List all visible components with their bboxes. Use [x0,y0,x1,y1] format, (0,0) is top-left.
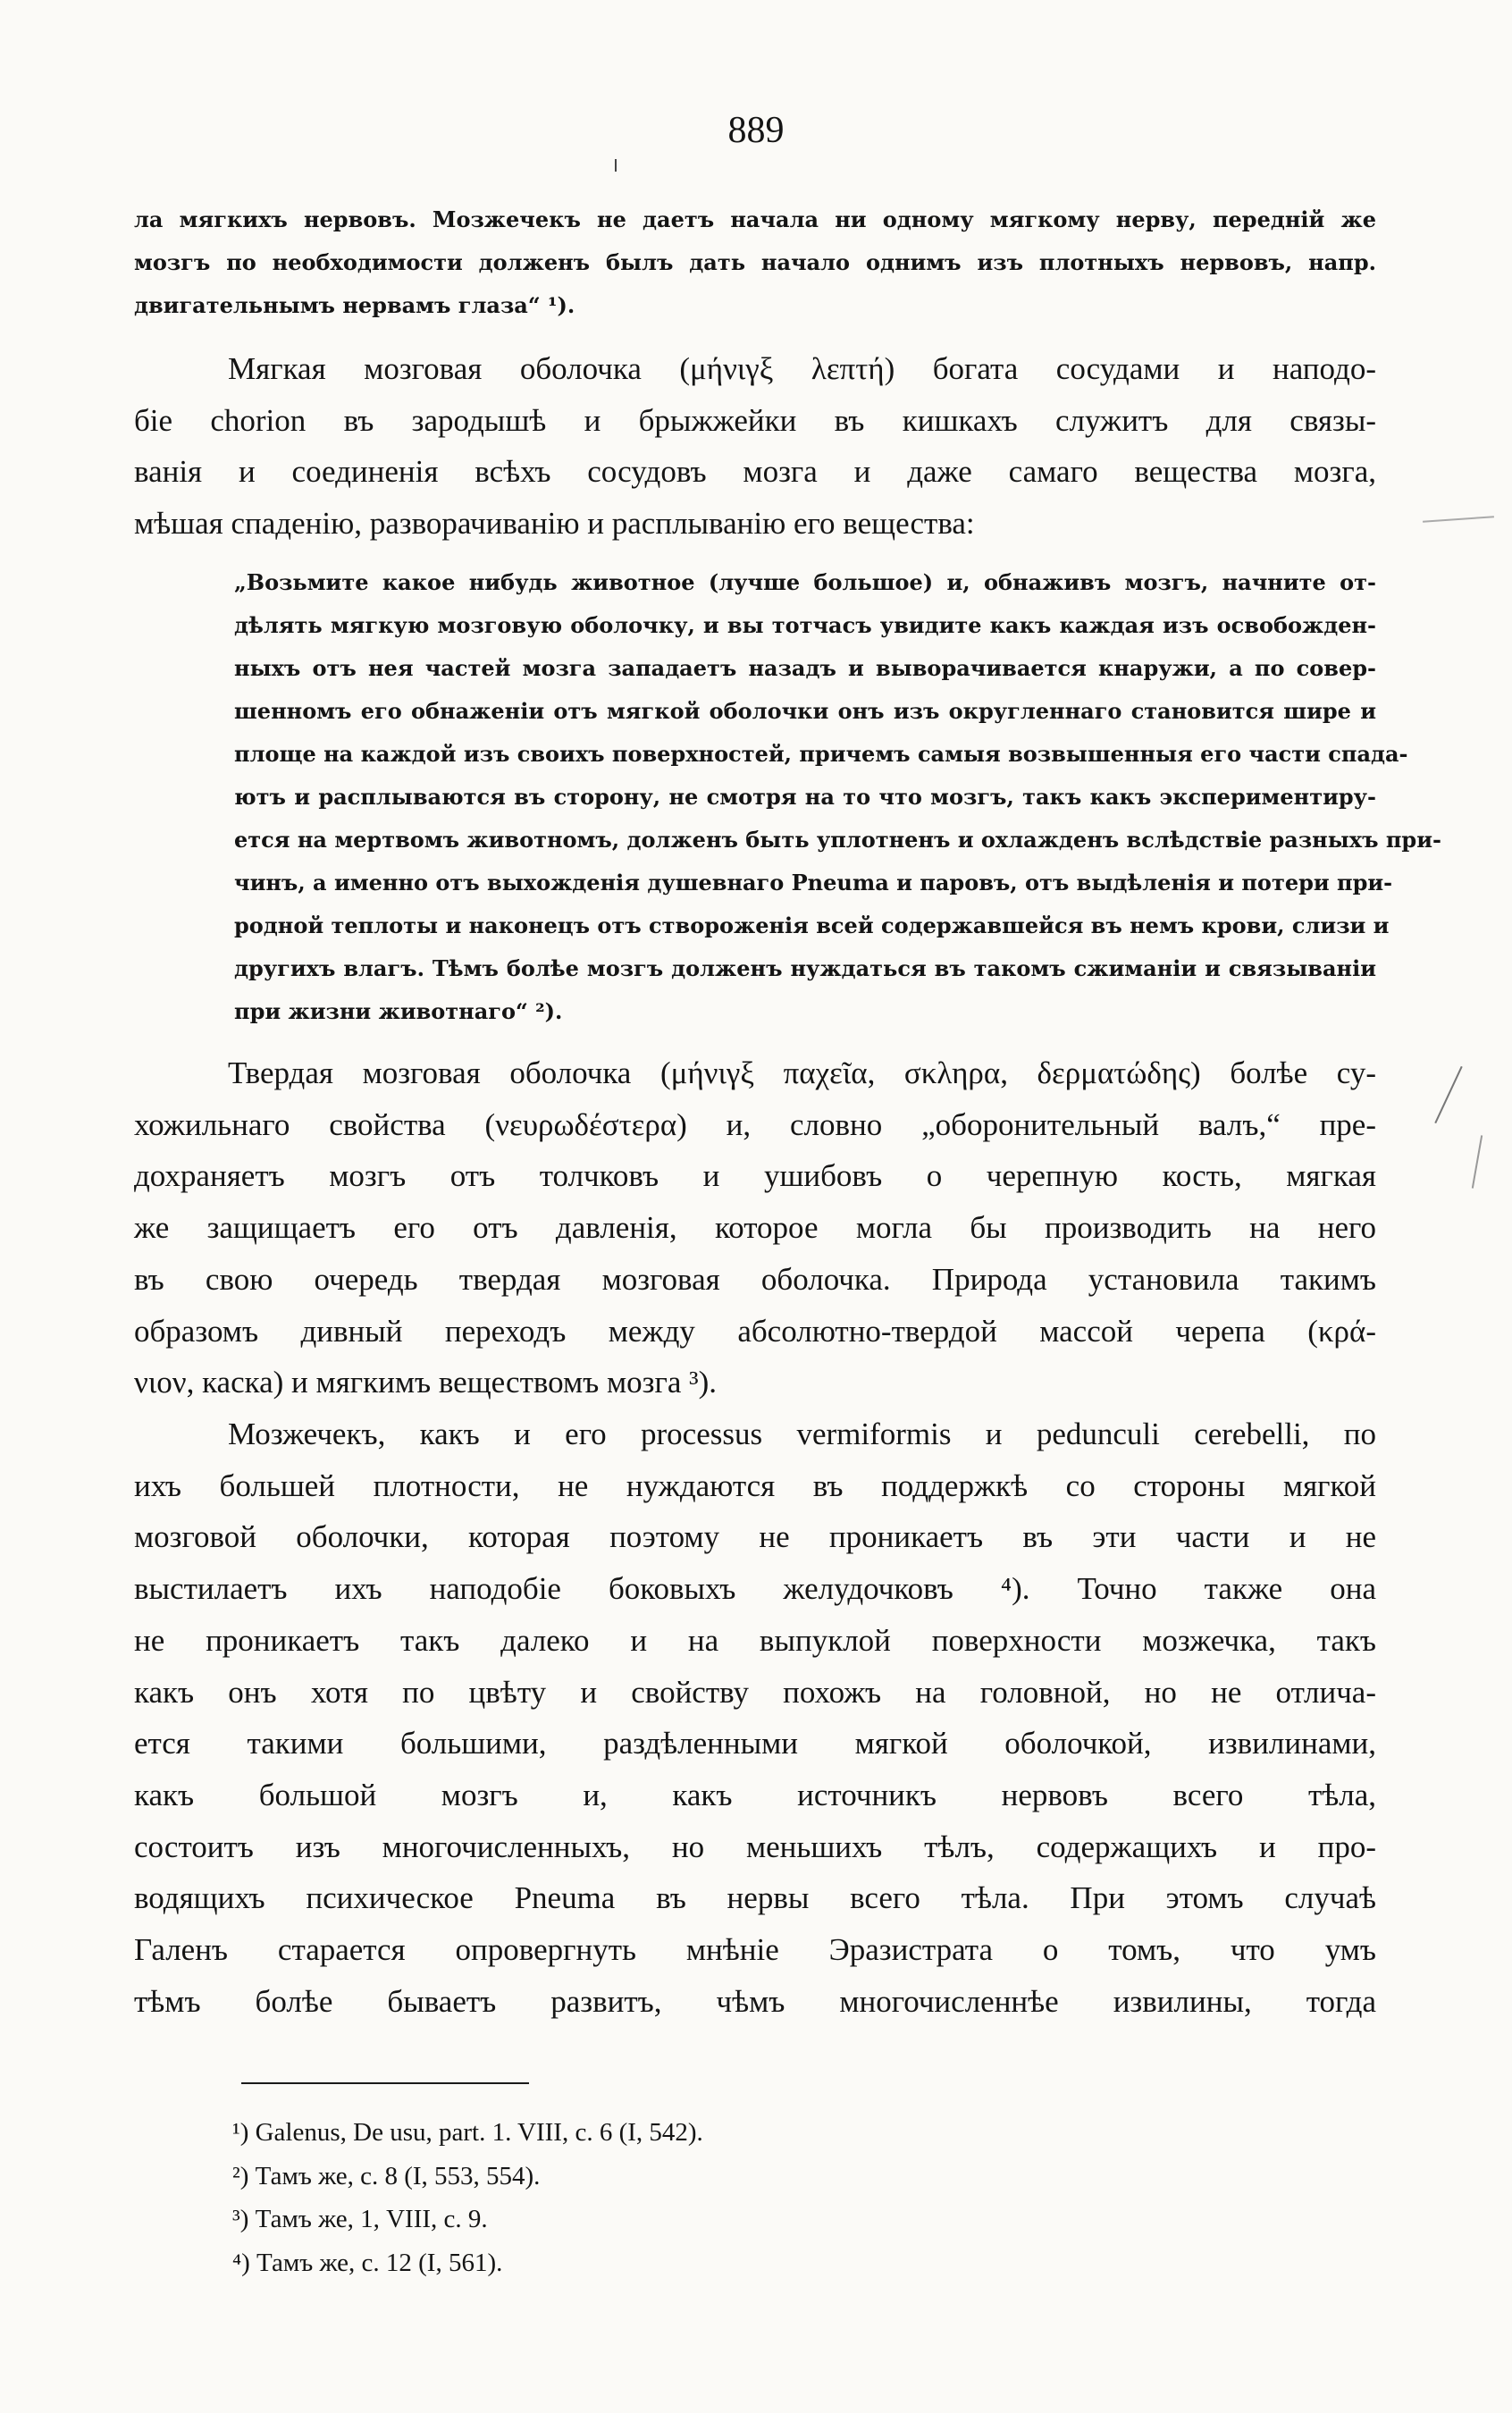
text-line: какъ онъ хотя по цвѣту и свойству похожъ на головной, но не отлича- [134,1674,1376,1710]
quotation [234,561,1441,1033]
page-number: 889 [727,110,785,151]
margin-pencil-mark [1423,516,1494,523]
text-line: ихъ большей плотности, не нуждаются въ поддержкѣ со стороны мягкой [134,1467,1376,1503]
text-line: νιον, каска) и мягкимъ веществомъ мозга ³). [134,1365,718,1400]
footnote: ³) Тамъ же, 1, VIII, с. 9. [232,2205,488,2233]
text-line: при жизни животнаго“ ²). [234,998,563,1024]
text-line: ванія и соединенія всѣхъ сосудовъ мозга и даже самаго вещества мозга, [134,454,1376,490]
text-line: Мозжечекъ, какъ и его processus vermiformis и pedunculi cerebelli, по [228,1417,1376,1451]
text-line: мозговой оболочки, которая поэтому не проникаетъ въ эти части и не [134,1519,1376,1555]
text-line: ныхъ отъ нея частей мозга западаетъ назадъ и выворачивается кнаружи, а по совер- [234,655,1376,681]
text-line: чинъ, а именно отъ выхожденія душевнаго Pneuma и паровъ, отъ выдѣленія и потери при- [234,870,1393,895]
text-line: выстилаетъ ихъ наподобіе боковыхъ желудочковъ ⁴). Точно также она [134,1571,1376,1607]
text-line: двигательнымъ нервамъ глаза“ ¹). [134,292,575,318]
text-line: ла мягкихъ нервовъ. Мозжечекъ не даетъ начала ни одному мягкому нерву, передній же [134,206,1376,232]
text-line: „Возьмите какое нибудь животное (лучше большое) и, обнаживъ мозгъ, начните от- [234,569,1376,595]
printer-mark [615,159,622,172]
margin-pencil-mark [1434,1066,1462,1123]
text-line: ется на мертвомъ животномъ, долженъ быть уплотненъ и охлажденъ вслѣдствіе разныхъ при- [234,827,1441,853]
text-line: состоитъ изъ многочисленныхъ, но меньшихъ тѣлъ, содержащихъ и про- [134,1829,1376,1864]
text-line: дѣлять мягкую мозговую оболочку, и вы тотчасъ увидите какъ каждая изъ освобожден- [234,612,1376,638]
text-line: тѣмъ болѣе бываетъ развитъ, чѣмъ многочисленнѣе извилины, тогда [134,1983,1376,2019]
text-line: ется такими большими, раздѣленными мягкой оболочкой, извилинами, [134,1726,1376,1761]
text-line: площе на каждой изъ своихъ поверхностей, причемъ самыя возвышенныя его части спада- [234,741,1408,767]
footnote: ²) Тамъ же, с. 8 (I, 553, 554). [232,2161,541,2190]
text-line: хожильнаго свойства (νευρωδέστερα) и, словно „оборонительный валъ,“ пре- [134,1106,1376,1142]
text-line: другихъ влагъ. Тѣмъ болѣе мозгъ долженъ нуждаться въ такомъ сжиманіи и связываніи [234,955,1376,981]
text-line: дохраняетъ мозгъ отъ толчковъ и ушибовъ о черепную кость, мягкая [134,1158,1376,1194]
text-line: Галенъ старается опровергнуть мнѣніе Эразистрата о томъ, что умъ [134,1932,1376,1968]
text-line: водящихъ психическое Pneuma въ нервы всего тѣла. При этомъ случаѣ [134,1880,1376,1916]
text-line: образомъ дивный переходъ между абсолютно-твердой массой черепа (κρά- [134,1313,1376,1349]
text-line: какъ большой мозгъ и, какъ источникъ нервовъ всего тѣла, [134,1777,1376,1812]
text-line: мозгъ по необходимости долженъ былъ дать начало однимъ изъ плотныхъ нервовъ, напр. [134,249,1376,275]
text-line: шенномъ его обнаженіи отъ мягкой оболочки онъ изъ округленнаго становится шире и [234,698,1376,724]
text-line: же защищаетъ его отъ давленія, которое могла бы производить на него [134,1210,1376,1246]
text-line: Мягкая мозговая оболочка (μήνιγξ λεπτή) богата сосудами и наподо- [228,351,1376,386]
text-line: ютъ и расплываются въ сторону, не смотря на то что мозгъ, такъ какъ экспериментиру- [234,784,1376,810]
paragraph-dura-mater [134,1047,1376,1408]
text-line: мѣшая спаденію, разворачиванію и расплыванію его вещества: [134,506,975,542]
intro-paragraph [134,198,1376,327]
text-line: не проникаетъ такъ далеко и на выпуклой поверхности мозжечка, такъ [134,1622,1376,1658]
text-line: въ свою очередь твердая мозговая оболочка. Природа установила такимъ [134,1261,1376,1297]
margin-pencil-mark [1472,1135,1483,1188]
paragraph-cerebellum [134,1408,1376,2027]
footnote-separator [241,2082,529,2084]
footnotes [232,2111,1305,2284]
text-line: біе chorion въ зародышѣ и брыжжейки въ кишкахъ служитъ для связы- [134,402,1376,438]
text-line: родной теплоты и наконецъ отъ створоженія всей содержавшейся въ немъ крови, слизи и [234,912,1390,938]
footnote: ¹) Galenus, De usu, part. 1. VIII, c. 6 (I, 542). [232,2118,703,2147]
paragraph-pia-mater [134,343,1376,550]
footnote: ⁴) Тамъ же, с. 12 (I, 561). [232,2248,503,2277]
text-line: Твердая мозговая оболочка (μήνιγξ παχεῖα, σκληρα, δερματώδης) болѣе су- [228,1055,1376,1090]
